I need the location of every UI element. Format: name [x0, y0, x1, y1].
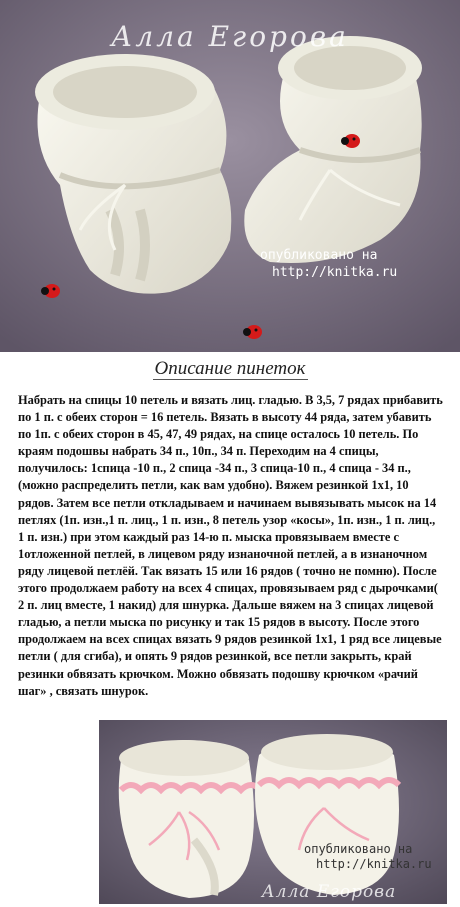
- booties-photo-pink: [99, 720, 447, 904]
- author-watermark: Алла Егорова: [111, 20, 349, 53]
- bottom-photo: [99, 720, 447, 904]
- pattern-description: Набрать на спицы 10 петель и вязать лиц. гладью. В 3,5, 7 рядах прибавить по 1 п. с обеих сторон = 16 петель. Вязать в высоту 44 ряда, затем убавить по 1п. с обеих сторон в 45, 47, 49 рядах, на спице осталось 10 петель. По краям подошвы набрать 34 п., 10п., 34 п. Переходим на 4 спицы, получилось: 1спица -10 п., 2 спица -34 п., 3 спица-10 п., 4 спица - 34 п., (можно распределить петли, как вам удобно). Вяжем резинкой 1х1, 10 рядов. Затем все петли откладываем и начинаем вывязывать мысок на 14 петлях (1п. изн.,1 п. лиц., 1 п. изн., 8 петель узор «косы», 1п. изн., 1 п. лиц., 1 п. изн.) при этом каждый раз 14-ю п. мыска провязываем вместе с 1отложенной петлей, в лицевом ряду изнаночной петлей, а в изнаночном ряду лицевой петлёй. Так вязать 15 или 16 рядов ( точно не помню). После этого продолжаем работу на всех 4 спицах, провязываем ряд с дырочками( 2 п. лиц вместе, 1 накид) для шнурка. Дальше вяжем на 3 спицах лицевой гладью, а петли мыска по рисунку и так 15 рядов в высоту. После этого продолжаем на всех спицах вязать 9 рядов резинкой 1х1, 1 ряд все лицевые петли ( для сгиба), и опять 9 рядов резинкой, все петли закрыть, край резинки обвязать крючком. Можно обвязать подошву крючком «рачий шаг» , связать шнурок.: [18, 393, 443, 698]
- page-title-text: Описание пинеток: [154, 358, 306, 379]
- published-watermark: [304, 842, 432, 872]
- published-watermark: [260, 247, 397, 281]
- published-label: опубликовано на: [260, 248, 378, 263]
- site-url: http://knitka.ru: [316, 857, 432, 871]
- site-url: http://knitka.ru: [272, 265, 398, 280]
- top-photo: [0, 0, 460, 352]
- page-title: [0, 358, 460, 380]
- author-watermark: Алла Егорова: [261, 882, 397, 902]
- published-label: опубликовано на: [304, 842, 413, 856]
